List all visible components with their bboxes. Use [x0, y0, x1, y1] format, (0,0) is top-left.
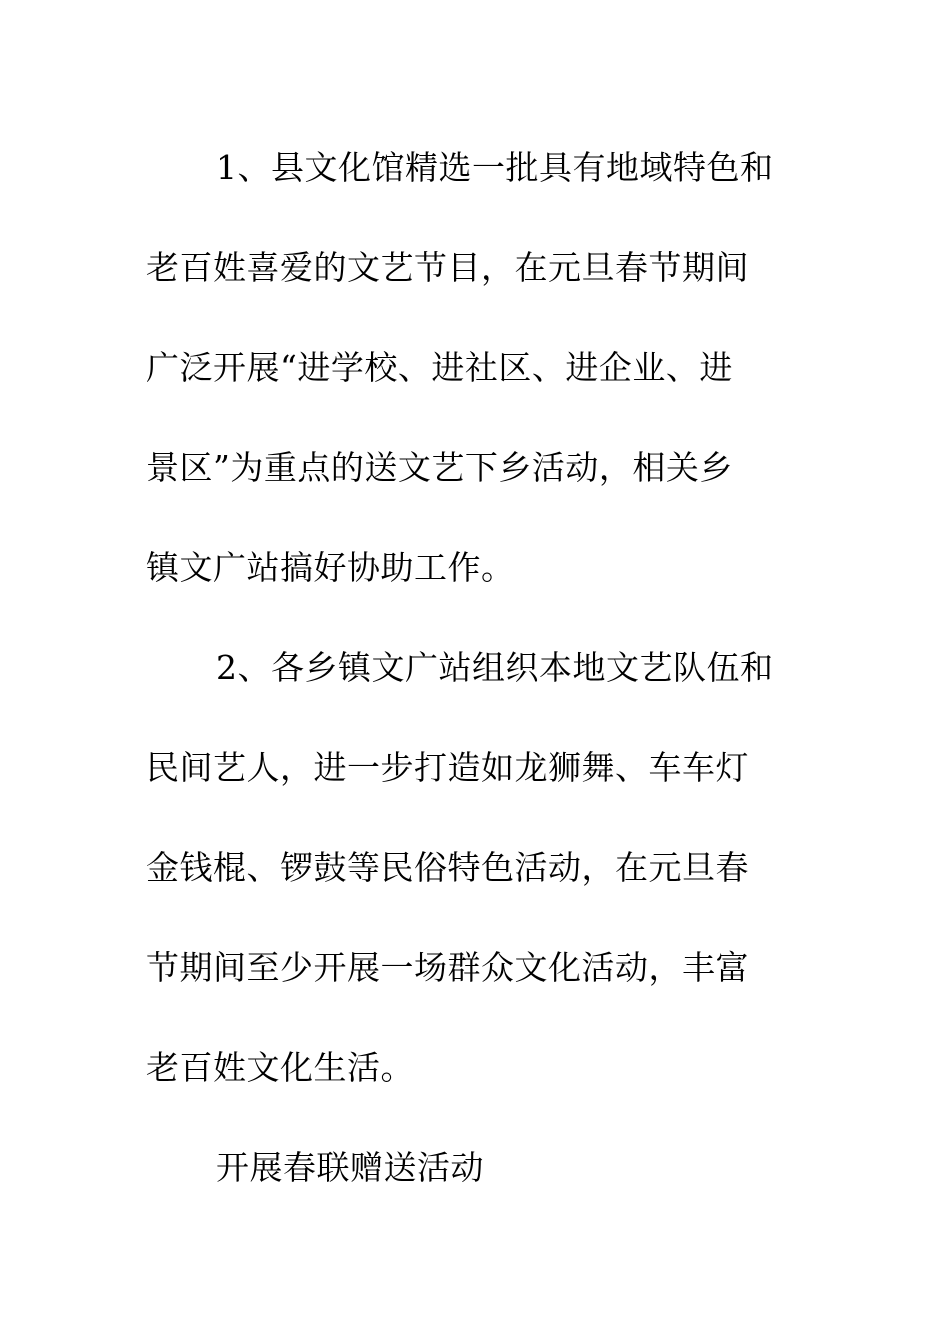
paragraph-line: 节期间至少开展一场群众文化活动，丰富 — [146, 948, 749, 987]
paragraph-1 — [146, 118, 806, 618]
paragraph-2 — [146, 618, 806, 1118]
paragraph-line: 2、各乡镇文广站组织本地文艺队伍和 — [216, 648, 774, 687]
paragraph-line: 老百姓喜爱的文艺节目，在元旦春节期间 — [146, 248, 749, 287]
section-heading-text: 开展春联赠送活动 — [216, 1148, 484, 1187]
paragraph-line: 景区”为重点的送文艺下乡活动，相关乡 — [146, 448, 733, 487]
paragraph-line: 金钱棍、锣鼓等民俗特色活动，在元旦春 — [146, 848, 749, 887]
paragraph-line: 老百姓文化生活。 — [146, 1048, 414, 1087]
document-body — [146, 118, 806, 1218]
paragraph-line: 1、县文化馆精选一批具有地域特色和 — [216, 148, 774, 187]
section-heading — [146, 1118, 806, 1218]
paragraph-line: 镇文广站搞好协助工作。 — [146, 548, 515, 587]
paragraph-line: 广泛开展“进学校、进社区、进企业、进 — [146, 348, 733, 387]
paragraph-line: 民间艺人，进一步打造如龙狮舞、车车灯 — [146, 748, 749, 787]
